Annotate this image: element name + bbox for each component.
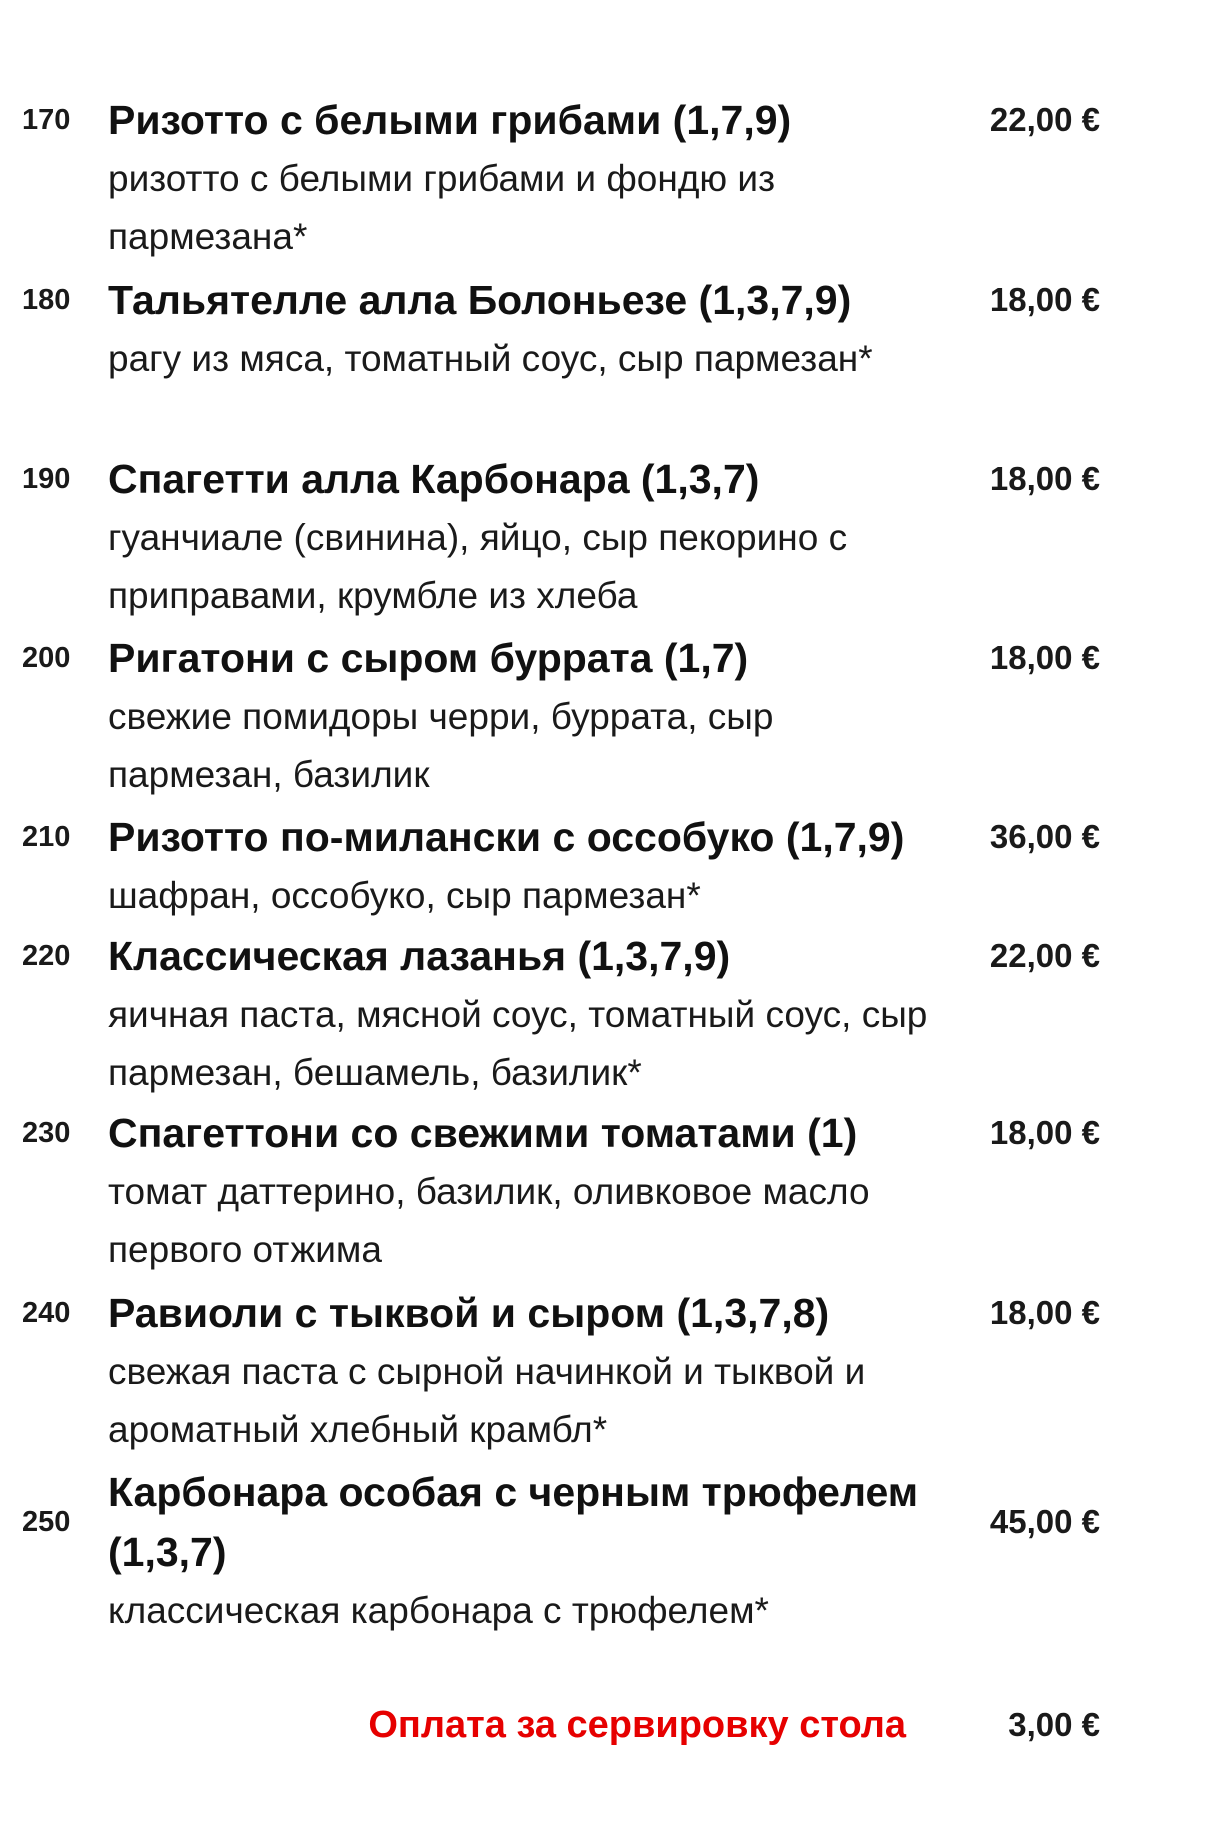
item-price: 18,00 €	[989, 460, 1100, 497]
item-code: 210	[22, 821, 71, 853]
item-description: ризотто с белыми грибами и фондю из пармезана*	[108, 158, 776, 257]
item-title: Спагеттони со свежими томатами (1)	[108, 1110, 858, 1156]
item-code: 200	[22, 642, 71, 674]
item-title: Ризотто по-милански с оссобуко (1,7,9)	[108, 814, 905, 860]
item-price: 18,00 €	[989, 1114, 1100, 1151]
item-title: Карбонара особая с черным трюфелем (1,3,7)	[108, 1469, 919, 1575]
item-price: 36,00 €	[989, 818, 1100, 855]
item-description: рагу из мяса, томатный соус, сыр пармезан*	[108, 338, 873, 379]
item-code: 230	[22, 1117, 71, 1149]
item-price: 45,00 €	[989, 1503, 1100, 1540]
item-description: свежая паста с сырной начинкой и тыквой и ароматный хлебный крамбл*	[108, 1351, 866, 1450]
item-description: томат даттерино, базилик, оливковое масло первого отжима	[108, 1171, 870, 1270]
item-price: 18,00 €	[989, 281, 1100, 318]
item-description: гуанчиале (свинина), яйцо, сыр пекорино с приправами, крумбле из хлеба	[108, 517, 848, 616]
item-title: Тальятелле алла Болоньезе (1,3,7,9)	[108, 277, 852, 323]
item-code: 250	[22, 1506, 71, 1538]
item-title: Спагетти алла Карбонара (1,3,7)	[108, 456, 760, 502]
table-service-label: Оплата за сервировку стола	[368, 1704, 906, 1746]
item-title: Равиоли с тыквой и сыром (1,3,7,8)	[108, 1290, 830, 1336]
item-title: Ригатони с сыром буррата (1,7)	[108, 635, 749, 681]
item-description: свежие помидоры черри, буррата, сыр пармезан, базилик	[108, 696, 774, 795]
table-service-price: 3,00 €	[1008, 1706, 1100, 1743]
item-description: классическая карбонара с трюфелем*	[108, 1590, 769, 1631]
item-title: Классическая лазанья (1,3,7,9)	[108, 933, 731, 979]
item-description: яичная паста, мясной соус, томатный соус, сыр пармезан, бешамель, базилик*	[108, 994, 928, 1093]
item-code: 190	[22, 463, 71, 495]
item-code: 180	[22, 284, 71, 316]
item-price: 22,00 €	[989, 937, 1100, 974]
item-code: 170	[22, 104, 71, 136]
item-title: Ризотто с белыми грибами (1,7,9)	[108, 97, 792, 143]
item-code: 240	[22, 1297, 71, 1329]
item-price: 18,00 €	[989, 1294, 1100, 1331]
item-price: 22,00 €	[989, 101, 1100, 138]
item-price: 18,00 €	[989, 639, 1100, 676]
item-code: 220	[22, 940, 71, 972]
item-description: шафран, оссобуко, сыр пармезан*	[108, 875, 701, 916]
